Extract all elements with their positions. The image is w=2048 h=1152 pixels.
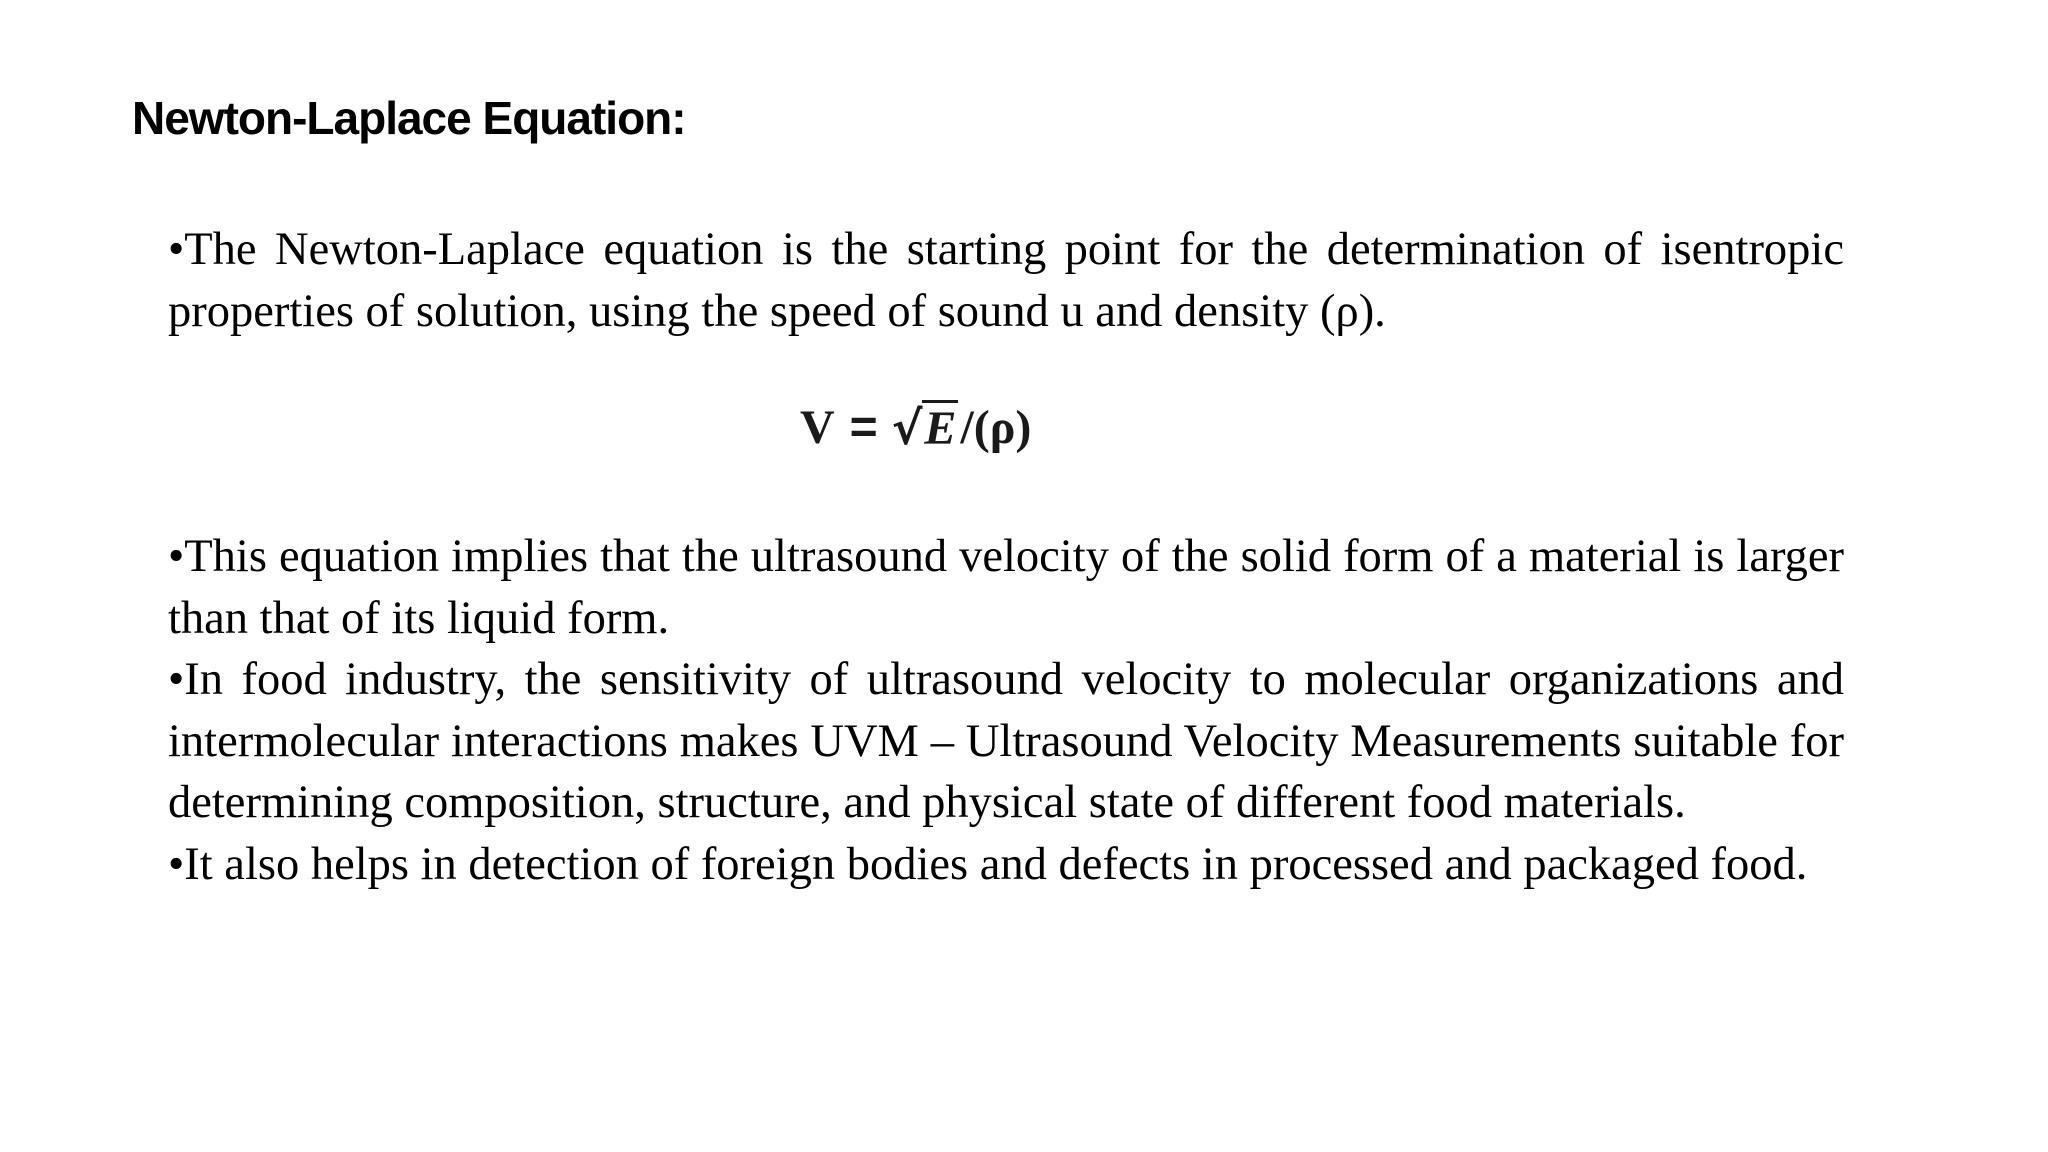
equation-square-root	[892, 400, 959, 455]
bullet-foreign-bodies: •It also helps in detection of foreign bodies and defects in processed and packaged food.	[168, 838, 1808, 890]
newton-laplace-equation	[800, 392, 1031, 462]
equation-lhs: V	[800, 400, 836, 454]
bullet-solid-vs-liquid: •This equation implies that the ultrasound velocity of the solid form of a material is larger than that of its liquid form.	[168, 531, 1844, 644]
bullet-block-2	[168, 526, 1844, 895]
slide-title: Newton-Laplace Equation:	[132, 92, 686, 144]
equation-density-term: /(ρ)	[960, 400, 1032, 454]
equation-equals: =	[849, 400, 878, 454]
equation-radicand: E	[924, 401, 957, 455]
bullet-block-1	[168, 219, 1844, 342]
bullet-newton-laplace-intro: •The Newton-Laplace equation is the starting point for the determination of isentropic properties of solution, using the speed of sound u and density (ρ).	[168, 224, 1844, 337]
bullet-food-industry-uvm: •In food industry, the sensitivity of ultrasound velocity to molecular organizations and intermolecular interactions makes UVM – Ultrasound Velocity Measurements suitable for determining composition, structure, and physical state of different food materials.	[168, 654, 1844, 828]
radical-icon: √	[891, 400, 923, 455]
